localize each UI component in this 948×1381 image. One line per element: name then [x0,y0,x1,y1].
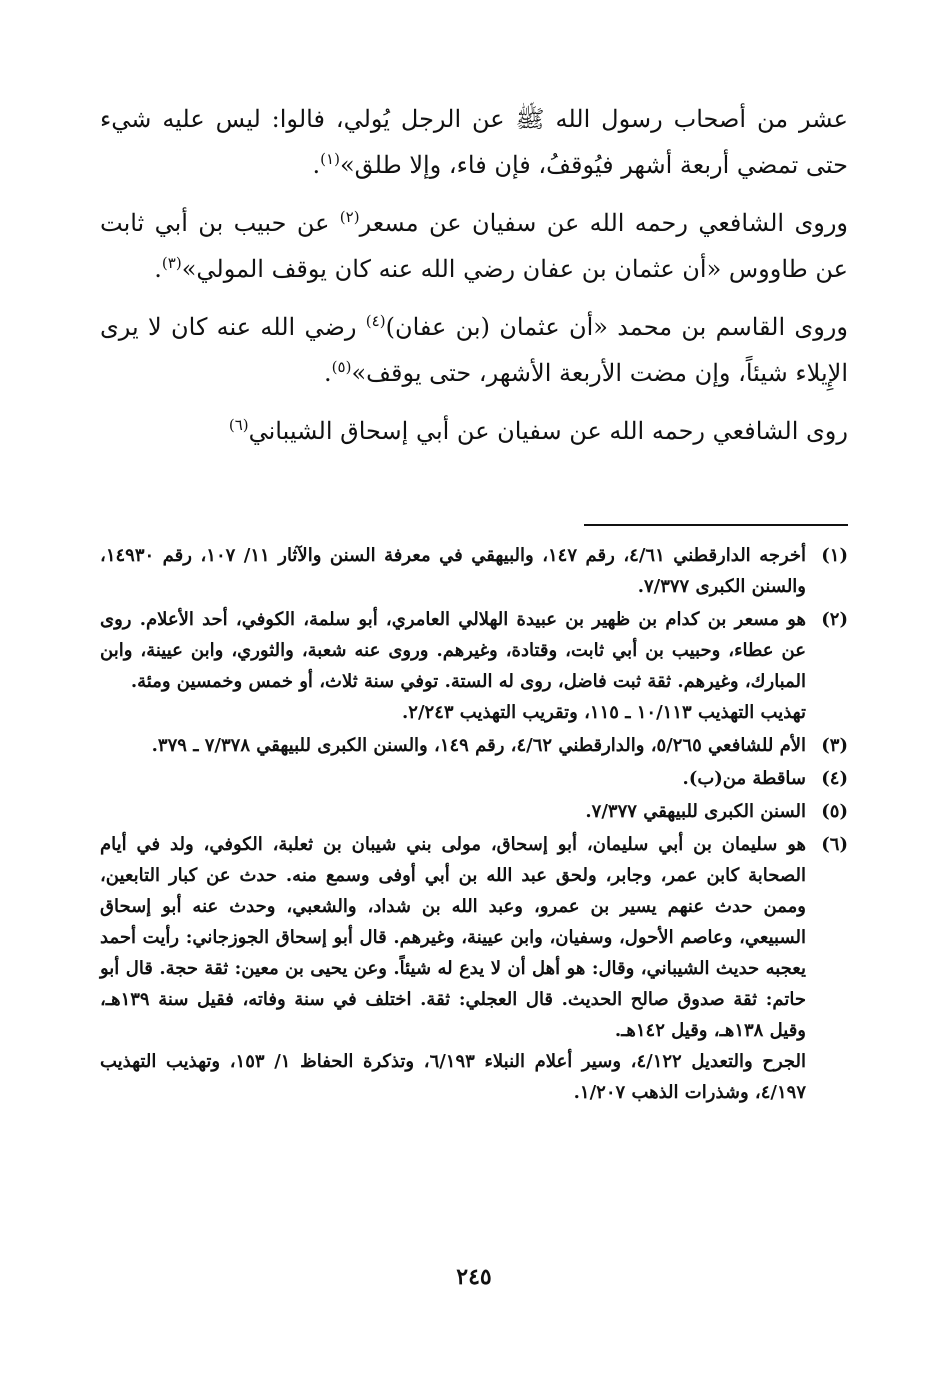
footnote-text: ساقطة من(ب). [682,768,806,789]
footnote-number: (٦) [821,834,848,855]
footnote-2 [100,604,848,728]
paragraph-4-text: روى الشافعي رحمه الله عن سفيان عن أبي إسحاق الشيباني [248,417,848,445]
page-number: ٢٤٥ [456,1264,492,1290]
footnote-number: (٤) [821,768,848,789]
paragraph-1-end: . [312,151,321,179]
footnote-number: (٣) [821,735,848,756]
footnote-ref-4[interactable]: (٤) [365,312,386,330]
footnote-body [100,763,806,794]
footnote-ref-6[interactable]: (٦) [228,416,249,434]
footnote-separator [584,524,848,526]
footnote-body [100,796,806,827]
paragraph-2-text-cont: عن حبيب بن أبي ثابت عن طاووس «أن عثمان بن عفان رضي الله عنه كان يوقف المولي» [100,209,848,283]
footnote-number: (٥) [821,801,848,822]
paragraph-1 [100,96,848,188]
paragraph-4 [100,408,848,454]
footnote-body [100,540,806,602]
paragraph-3-text-cont: رضي الله عنه كان لا يرى الإِيلاء شيئاً، وإن مضت الأربعة الأشهر، حتى يوقف» [100,313,848,387]
main-text [100,96,848,466]
footnote-body [100,829,806,1108]
footnote-ref-2[interactable]: (٢) [339,208,360,226]
footnote-4 [100,763,848,794]
footnotes [100,540,848,1110]
footnote-number: (٢) [821,609,848,630]
paragraph-1-text: عشر من أصحاب رسول الله ﷺ عن الرجل يُولي، فالوا: ليس عليه شيء حتى تمضي أربعة أشهر فيُوقفُ، فإن فاء، وإلا طلق» [100,105,848,179]
footnote-3 [100,730,848,761]
footnote-number: (١) [821,545,848,566]
paragraph-2-text: وروى الشافعي رحمه الله عن سفيان عن مسعر [359,209,848,237]
footnote-ref-1[interactable]: (١) [320,150,340,168]
footnote-text: السنن الكبرى للبيهقي ٧/٣٧٧. [585,801,806,822]
footnote-text: أخرجه الدارقطني ٤/٦١، رقم ١٤٧، والبيهقي في معرفة السنن والآثار ١١/ ١٠٧، رقم ١٤٩٣٠، والسنن الكبرى ٧/٣٧٧. [100,545,807,597]
footnote-text: الأم للشافعي ٥/٢٦٥، والدارقطني ٤/٦٢، رقم ١٤٩، والسنن الكبرى للبيهقي ٧/٣٧٨ ـ ٣٧٩. [151,735,806,756]
footnote-5 [100,796,848,827]
footnote-ref-5[interactable]: (٥) [331,358,352,376]
paragraph-2-end: . [154,255,162,283]
footnote-text: هو مسعر بن كدام بن ظهير بن عبيدة الهلالي العامري، أبو سلمة، الكوفي، أحد الأعلام. روى عن عطاء، وحبيب بن أبي ثابت، وقتادة، وغيرهم. وروى عنه شعبة، والثوري، وابن عيينة، وابن المبارك، وغيرهم. ثقة ثبت فاضل، روى له الستة. توفي سنة ثلاث، أو خمس وخمسين ومئة. [100,609,806,692]
paragraph-3-end: . [324,359,332,387]
paragraph-3 [100,304,848,396]
footnote-text: هو سليمان بن أبي سليمان، أبو إسحاق، مولى بني شيبان بن ثعلبة، الكوفي، ولد في أيام الصحابة كابن عمر، وجابر، ولحق عبد الله بن أبي أوفى وسمع منه. حدث عن كبار التابعين، وممن حدث عنهم يسير بن عمرو، وعبد الله بن شداد، والشعبي، وحدث عنه أبو إسحاق السبيعي، وعاصم الأحول، وسفيان، وابن عيينة، وغيرهم. قال أبو إسحاق الجوزجاني: رأيت أحمد يعجبه حديث الشيباني، وقال: هو أهل أن لا يدع له شيئاً. وعن يحيى بن معين: ثقة حجة. قال أبو حاتم: ثقة صدوق صالح الحديث. قال العجلي: ثقة. اختلف في سنة وفاته، فقيل سنة ١٣٩هـ، وقيل ١٣٨هـ، وقيل ١٤٢هـ. [100,834,806,1041]
footnote-6 [100,829,848,1108]
footnote-body [100,604,806,728]
footnote-source: الجرح والتعديل ٤/١٢٢، وسير أعلام النبلاء ٦/١٩٣، وتذكرة الحفاظ ١/ ١٥٣، وتهذيب التهذيب ٤/١٩٧، وشذرات الذهب ١/٢٠٧. [100,1051,806,1103]
paragraph-3-text: وروى القاسم بن محمد «أن عثمان (بن عفان) [385,313,848,341]
footnote-ref-3[interactable]: (٣) [161,254,182,272]
footnote-body [100,730,806,761]
paragraph-2 [100,200,848,292]
footnote-source: تهذيب التهذيب ١٠/١١٣ ـ ١١٥، وتقريب التهذيب ٢/٢٤٣. [402,702,806,723]
footnote-1 [100,540,848,602]
